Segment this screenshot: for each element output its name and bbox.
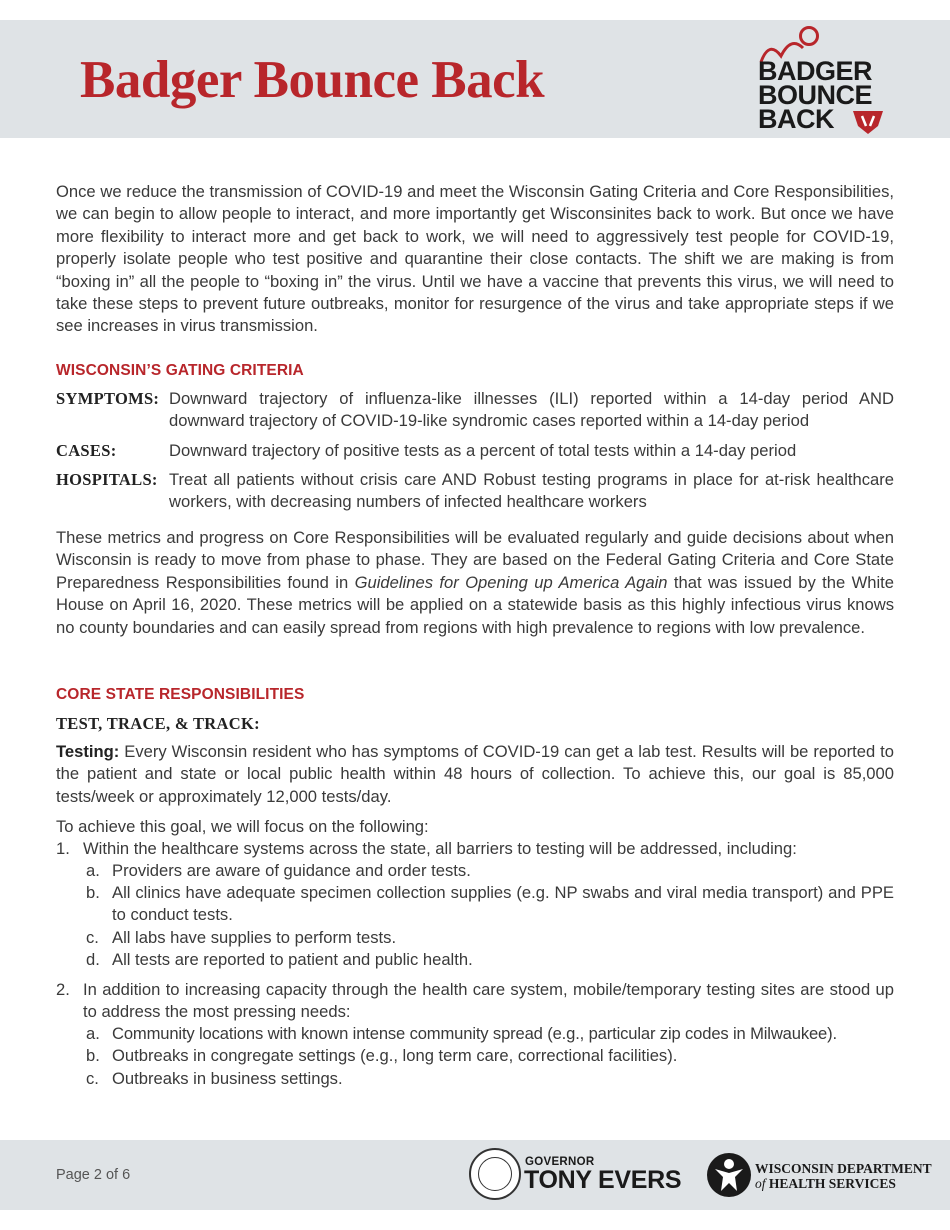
seal-inner-ring — [478, 1157, 512, 1191]
sub-letter: b. — [86, 1046, 100, 1065]
page-number: Page 2 of 6 — [56, 1167, 131, 1183]
sub-text: Outbreaks in business settings. — [112, 1069, 343, 1088]
sub-text: All labs have supplies to perform tests. — [112, 928, 397, 947]
sub-letter: a. — [86, 861, 100, 880]
criteria-label: HOSPITALS: — [56, 470, 158, 489]
testing-text: Every Wisconsin resident who has symptoms of COVID-19 can get a lab test. Results will be reported to the patient and state or local public health within 48 hours of collection. To achieve this, our goal is 85,000 tests/week or approximately 12,000 tests/day. — [56, 742, 894, 806]
badger-head-icon — [850, 108, 886, 136]
intro-paragraph: Once we reduce the transmission of COVID-19 and meet the Wisconsin Gating Criteria and Core Responsibilities, we can begin to allow people to interact, and more importantly get Wisconsinites back to work. But once we have more flexibility to interact more and get back to work, we will need to aggressively test people for COVID-19, properly isolate people who test positive and quarantine their close contacts. The shift we are making is from “boxing in” all the people to “boxing in” the virus. Until we have a vaccine that prevents this virus, we will need to take these steps to prevent future outbreaks, monitor for resurgence of the virus and take appropriate steps if we see increases in virus transmission. — [56, 182, 894, 336]
dhs-name-line-2 — [755, 1176, 896, 1192]
sub-letter: a. — [86, 1024, 100, 1043]
criteria-text: Treat all patients without crisis care AND Robust testing programs in place for at-risk healthcare workers, with decreasing numbers of infected healthcare workers — [169, 470, 894, 512]
list-number: 2. — [56, 980, 70, 999]
criteria-label: SYMPTOMS: — [56, 389, 160, 408]
dhs-name-line-1: WISCONSIN DEPARTMENT — [755, 1161, 932, 1176]
metrics-text-after: that was issued by the White House on April 16, 2020. These metrics will be applied on a statewide basis as this highly infectious virus knows no county boundaries and can easily spread from regions with high prevalence to regions with low prevalence. — [56, 572, 894, 637]
sub-text: All tests are reported to patient and public health. — [112, 950, 473, 969]
list-text: In addition to increasing capacity through the health care system, mobile/temporary testing sites are stood up to address the most pressing needs: — [83, 980, 894, 1022]
test-trace-track-subheading: TEST, TRACE, & TRACK: — [56, 714, 260, 733]
logo-ball-icon — [799, 26, 819, 46]
sub-text: All clinics have adequate specimen collection supplies (e.g. NP swabs and viral media transport) and PPE to conduct tests. — [112, 883, 894, 925]
governor-name: TONY EVERS — [524, 1166, 682, 1194]
logo-line-1: BADGER — [758, 56, 873, 86]
sub-letter: b. — [86, 883, 100, 902]
sub-text: Providers are aware of guidance and order tests. — [112, 861, 471, 880]
dhs-figure-icon — [707, 1153, 751, 1197]
list-number: 1. — [56, 839, 70, 858]
metrics-paragraph — [56, 527, 894, 639]
list-text: Within the healthcare systems across the state, all barriers to testing will be addressed, including: — [83, 839, 797, 858]
badger-bounce-back-logo — [755, 26, 900, 138]
logo-line-2: BOUNCE — [758, 80, 873, 110]
testing-lead: Testing: — [56, 742, 120, 761]
guidelines-title: Guidelines for Opening up America Again — [354, 572, 668, 592]
governor-label: GOVERNOR — [525, 1156, 595, 1168]
criteria-text: Downward trajectory of positive tests as a percent of total tests within a 14-day period — [169, 441, 797, 460]
dhs-of: of — [755, 1176, 766, 1191]
core-responsibilities-heading: CORE STATE RESPONSIBILITIES — [56, 686, 305, 703]
document-title: Badger Bounce Back — [80, 51, 545, 109]
logo-line-3: BACK — [758, 104, 834, 134]
dhs-logo-icon — [707, 1153, 751, 1197]
state-seal-icon — [469, 1148, 521, 1200]
sub-letter: c. — [86, 928, 99, 947]
testing-paragraph — [56, 741, 894, 808]
sub-letter: c. — [86, 1069, 99, 1088]
focus-intro: To achieve this goal, we will focus on the following: — [56, 817, 429, 836]
dhs-health-services: HEALTH SERVICES — [765, 1176, 896, 1191]
criteria-text: Downward trajectory of influenza-like illnesses (ILI) reported within a 14-day period AND downward trajectory of COVID-19-like syndromic cases reported within a 14-day period — [169, 389, 894, 431]
criteria-label: CASES: — [56, 441, 117, 460]
sub-text: Community locations with known intense community spread (e.g., particular zip codes in Milwaukee). — [112, 1024, 837, 1043]
sub-text: Outbreaks in congregate settings (e.g., long term care, correctional facilities). — [112, 1046, 678, 1065]
metrics-text-before: These metrics and progress on Core Responsibilities will be evaluated regularly and guide decisions about when Wisconsin is ready to move from phase to phase. They are based on the Federal Gating Criteria and Core State Preparedness Responsibilities found in — [56, 528, 894, 592]
sub-letter: d. — [86, 950, 100, 969]
gating-criteria-heading: WISCONSIN’S GATING CRITERIA — [56, 362, 304, 379]
